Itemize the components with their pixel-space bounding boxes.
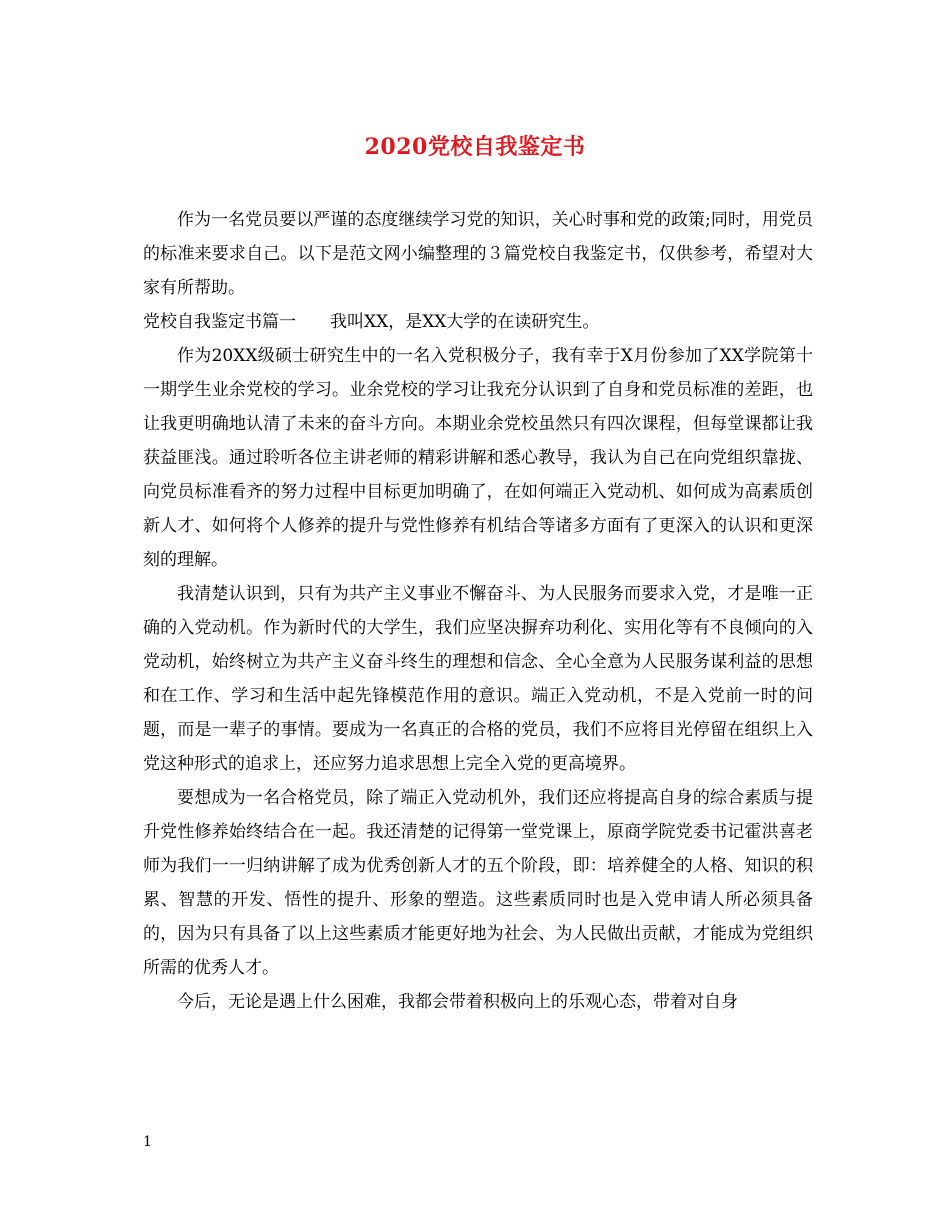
- section-heading: 党校自我鉴定书篇一: [143, 312, 296, 332]
- intro-paragraph: 作为一名党员要以严谨的态度继续学习党的知识，关心时事和党的政策;同时，用党员的标准来要求自己。以下是范文网小编整理的３篇党校自我鉴定书，仅供参考，希望对大家有所帮助。: [143, 210, 813, 298]
- body-paragraph: 今后，无论是遇上什么困难，我都会带着积极向上的乐观心态，带着对自身: [177, 992, 738, 1012]
- document-body: [143, 203, 813, 1019]
- document-title: 2020党校自我鉴定书: [364, 134, 586, 160]
- body-paragraph: 要想成为一名合格党员，除了端正入党动机外，我们还应将提高自身的综合素质与提升党性修养始终结合在一起。我还清楚的记得第一堂党课上，原商学院党委书记霍洪喜老师为我们一一归纳讲解了成为优秀创新人才的五个阶段，即：培养健全的人格、知识的积累、智慧的开发、悟性的提升、形象的塑造。这些素质同时也是入党申请人所必须具备的，因为只有具备了以上这些素质才能更好地为社会、为人民做出贡献，才能成为党组织所需的优秀人才。: [143, 788, 813, 978]
- section-intro: 我叫XX，是XX大学的在读研究生。: [330, 312, 600, 332]
- body-paragraph: 作为20XX级硕士研究生中的一名入党积极分子，我有幸于X月份参加了XX学院第十一期学生业余党校的学习。业余党校的学习让我充分认识到了自身和党员标准的差距，也让我更明确地认清了未来的奋斗方向。本期业余党校虽然只有四次课程，但每堂课都让我获益匪浅。通过聆听各位主讲老师的精彩讲解和悉心教导，我认为自己在向党组织靠拢、向党员标准看齐的努力过程中目标更加明确了，在如何端正入党动机、如何成为高素质创新人才、如何将个人修养的提升与党性修养有机结合等诸多方面有了更深入的认识和更深刻的理解。: [143, 346, 813, 570]
- section-heading-line: [143, 305, 813, 339]
- page-number: 1: [143, 1134, 152, 1150]
- body-paragraph: 我清楚认识到，只有为共产主义事业不懈奋斗、为人民服务而要求入党，才是唯一正确的入党动机。作为新时代的大学生，我们应坚决摒弃功利化、实用化等有不良倾向的入党动机，始终树立为共产主义奋斗终生的理想和信念、全心全意为人民服务谋利益的思想和在工作、学习和生活中起先锋模范作用的意识。端正入党动机，不是入党前一时的问题，而是一辈子的事情。要成为一名真正的合格的党员，我们不应将目光停留在组织上入党这种形式的追求上，还应努力追求思想上完全入党的更高境界。: [143, 584, 813, 774]
